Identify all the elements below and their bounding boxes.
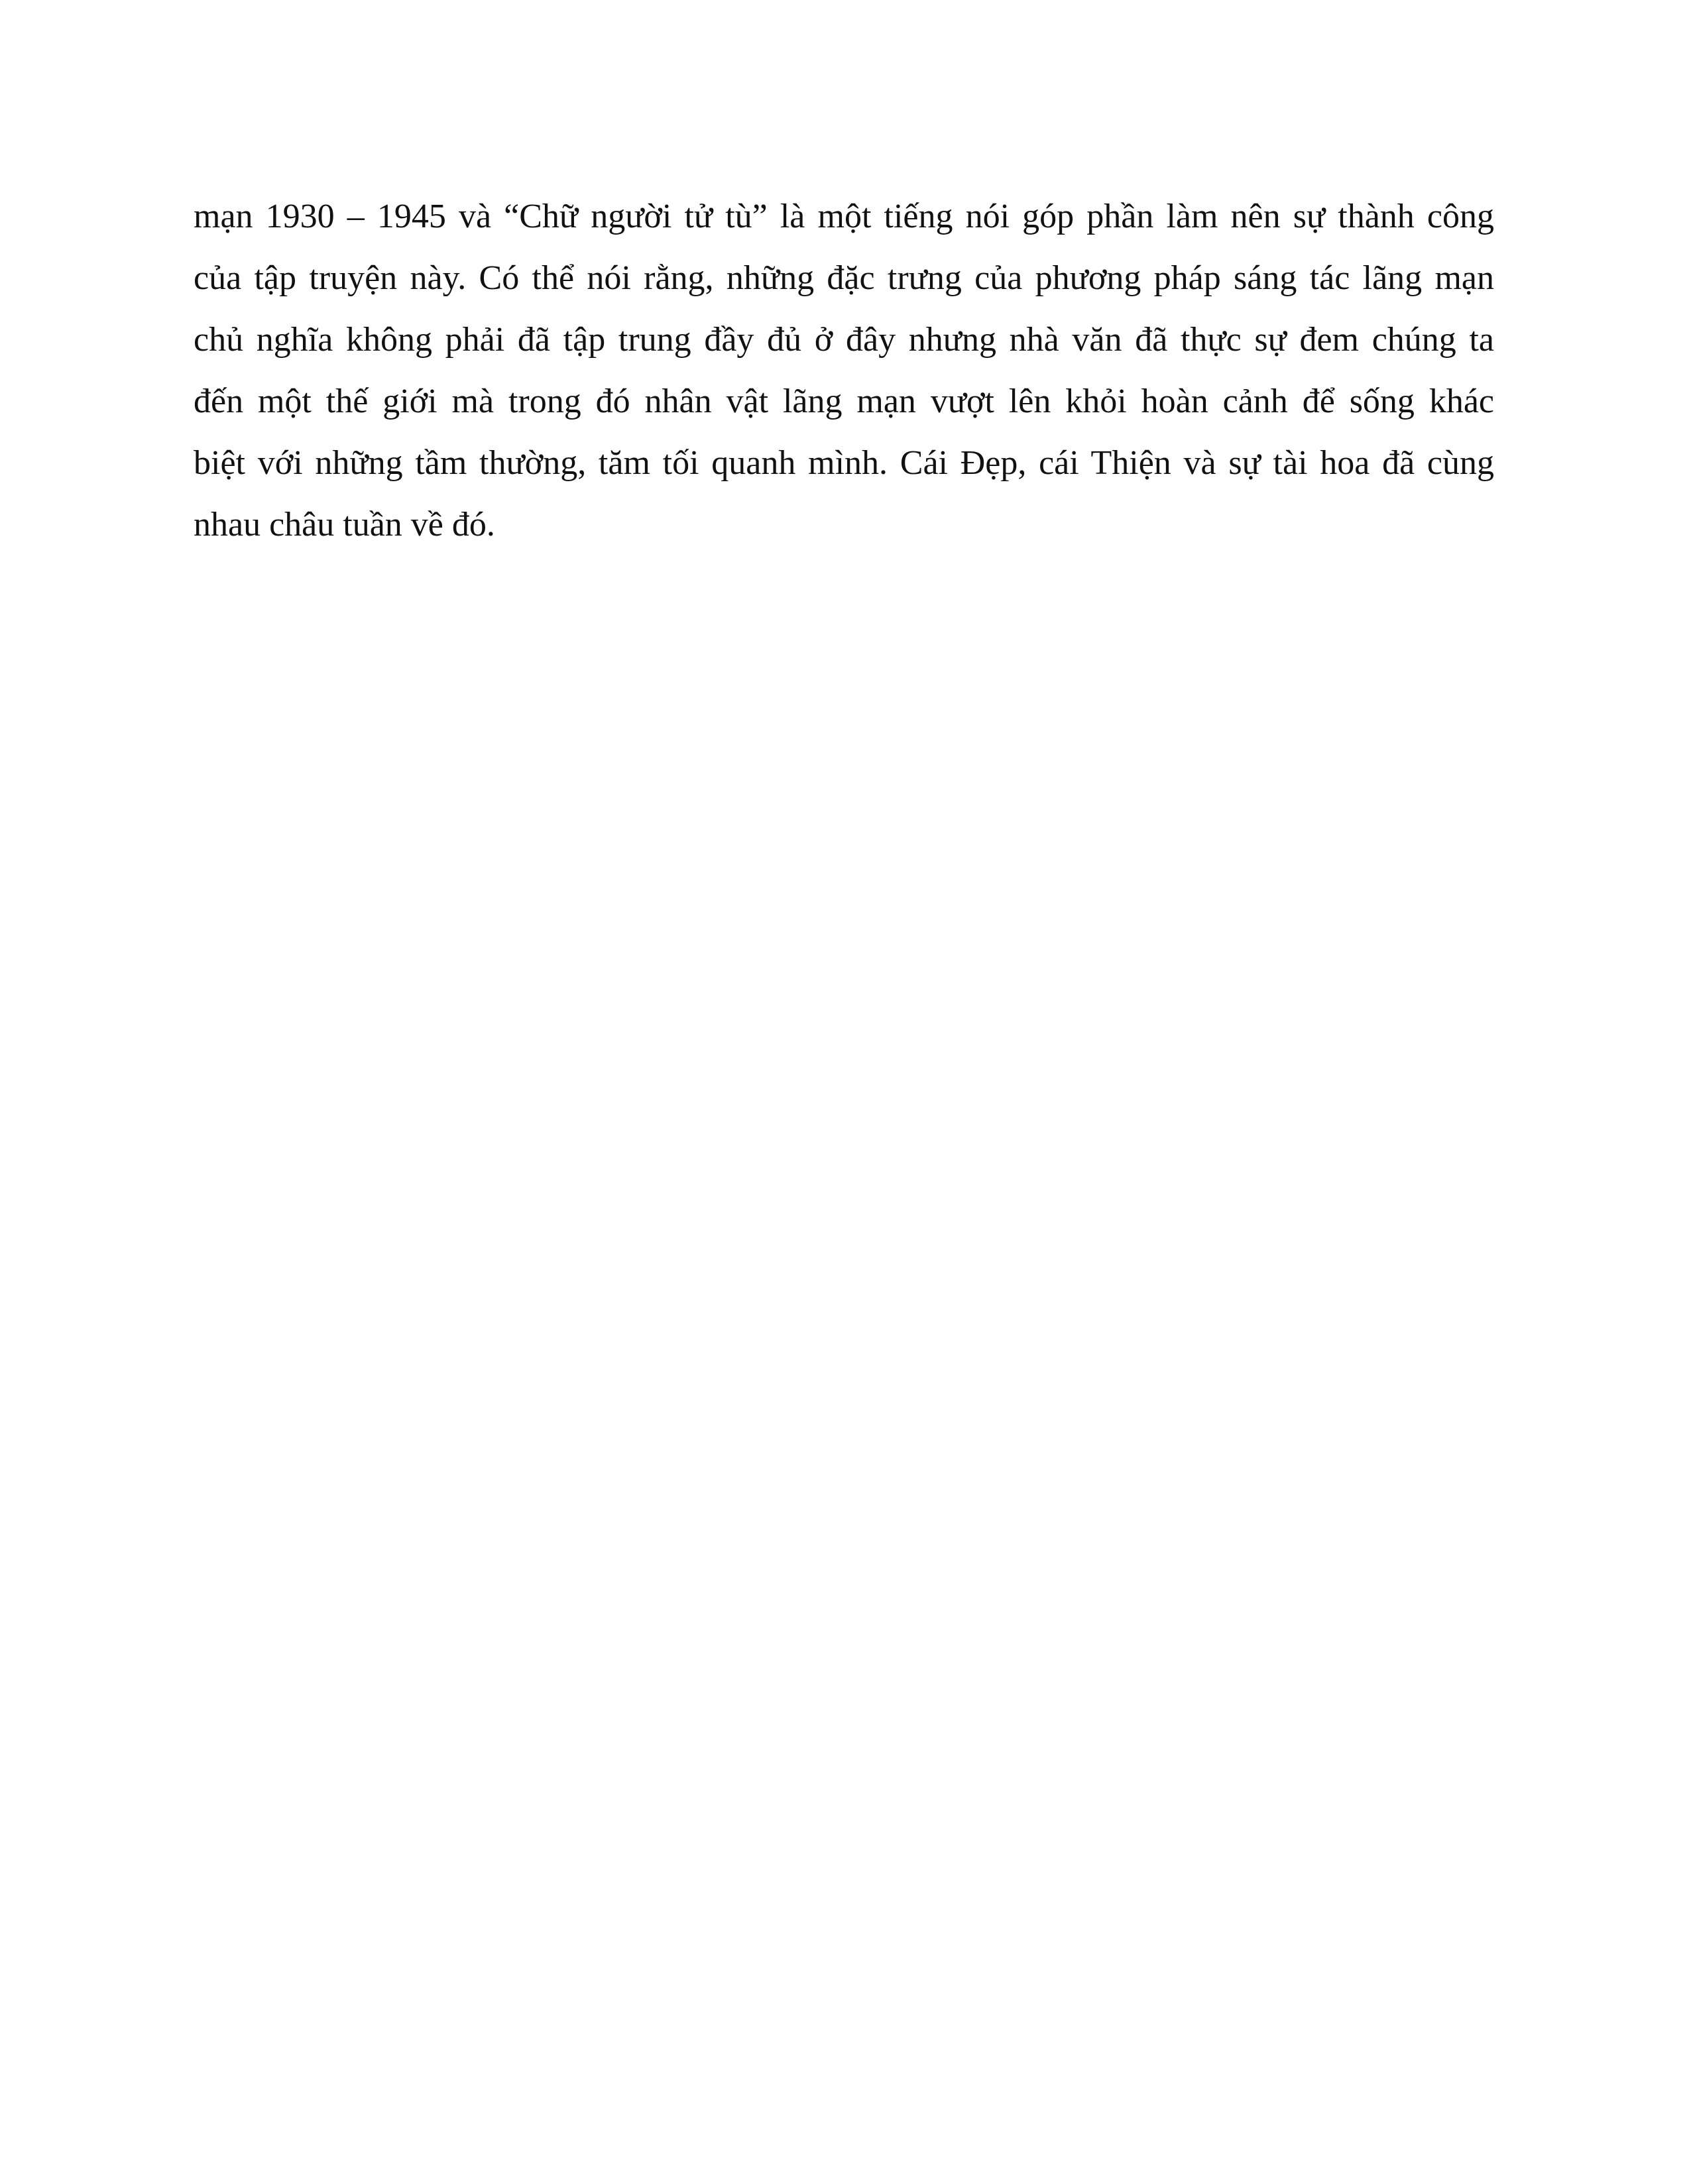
paragraph-line: chủ nghĩa không phải đã tập trung đầy đủ ở đây nhưng nhà văn đã thực sự đem chúng ta (194, 321, 1494, 359)
paragraph-line: nhau châu tuần về đó. (194, 506, 495, 544)
paragraph-line: của tập truyện này. Có thể nói rằng, những đặc trưng của phương pháp sáng tác lãng mạn (194, 259, 1494, 297)
paragraph-line: biệt với những tầm thường, tăm tối quanh mình. Cái Đẹp, cái Thiện và sự tài hoa đã cùng (194, 444, 1494, 482)
body-paragraph (194, 186, 1494, 555)
paragraph-line: đến một thế giới mà trong đó nhân vật lãng mạn vượt lên khỏi hoàn cảnh để sống khác (194, 382, 1494, 420)
paragraph-line: mạn 1930 – 1945 và “Chữ người tử tù” là một tiếng nói góp phần làm nên sự thành công (194, 198, 1494, 235)
